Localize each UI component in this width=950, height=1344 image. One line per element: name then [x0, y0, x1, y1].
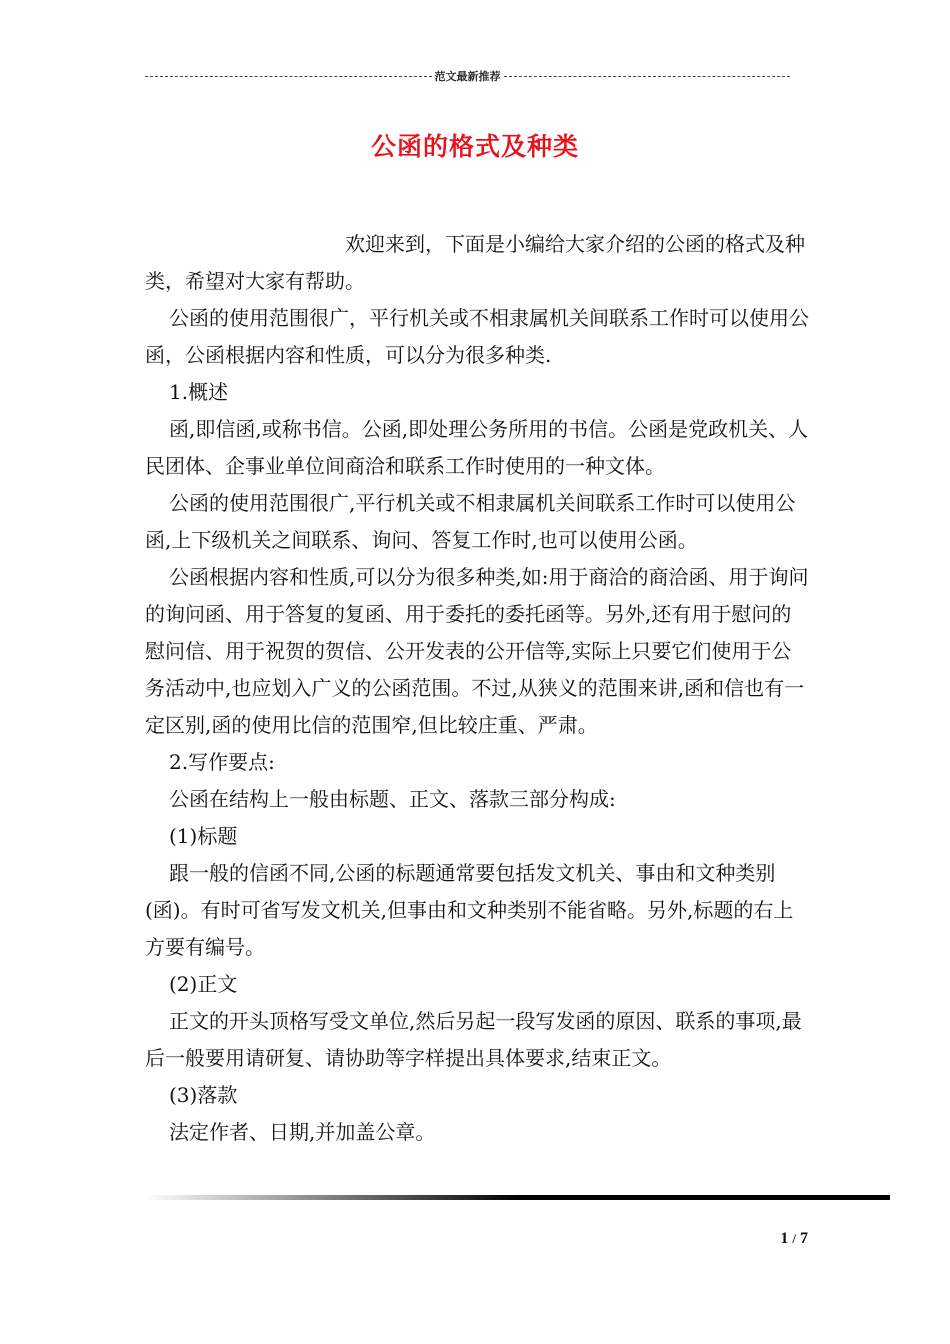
body-paragraph: 跟一般的信函不同,公函的标题通常要包括发文机关、事由和文种类别(函)。有时可省写发文机关,但事由和文种类别不能省略。另外,标题的右上方要有编号。: [145, 861, 794, 959]
section-heading: 1.概述: [169, 380, 229, 404]
body-paragraph: 函,即信函,或称书信。公函,即处理公务所用的书信。公函是党政机关、人民团体、企事业单位间商洽和联系工作时使用的一种文体。: [145, 417, 809, 478]
subsection-heading: (1)标题: [169, 824, 238, 848]
header-rule-right: [504, 76, 791, 77]
section-heading: 2.写作要点:: [169, 750, 275, 774]
subsection-heading: (3)落款: [169, 1083, 238, 1107]
total-pages: 7: [800, 1230, 808, 1247]
footer-rule: [145, 1195, 890, 1200]
body-paragraph: 法定作者、日期,并加盖公章。: [169, 1120, 436, 1144]
page-header: [145, 68, 790, 84]
header-rule-left: [145, 76, 432, 77]
document-title: 公函的格式及种类: [370, 132, 579, 161]
header-label: 范文最新推荐: [434, 70, 501, 83]
subsection-heading: (2)正文: [169, 972, 238, 996]
body-paragraph: 公函的使用范围很广,平行机关或不相隶属机关间联系工作时可以使用公函,上下级机关之间联系、询问、答复工作时,也可以使用公函。: [145, 491, 796, 552]
body-paragraph: 公函根据内容和性质,可以分为很多种类,如:用于商洽的商洽函、用于询问的询问函、用于答复的复函、用于委托的委托函等。另外,还有用于慰问的慰问信、用于祝贺的贺信、公开发表的公开信等,实际上只要它们使用于公务活动中,也应划入广义的公函范围。不过,从狭义的范围来讲,函和信也有一定区别,函的使用比信的范围窄,但比较庄重、严肃。: [145, 565, 809, 737]
intro-paragraph: 欢迎来到，下面是小编给大家介绍的公函的格式及种类，希望对大家有帮助。: [145, 232, 805, 293]
body-paragraph: 正文的开头顶格写受文单位,然后另起一段写发函的原因、联系的事项,最后一般要用请研复、请协助等字样提出具体要求,结束正文。: [145, 1009, 802, 1070]
body-paragraph: 公函在结构上一般由标题、正文、落款三部分构成:: [169, 787, 616, 811]
current-page: 1: [780, 1230, 789, 1247]
page-separator: /: [792, 1231, 796, 1246]
document-body: [145, 226, 810, 1151]
page-number: [740, 1230, 808, 1248]
body-paragraph: 公函的使用范围很广，平行机关或不相隶属机关间联系工作时可以使用公函，公函根据内容和性质，可以分为很多种类.: [145, 306, 809, 367]
